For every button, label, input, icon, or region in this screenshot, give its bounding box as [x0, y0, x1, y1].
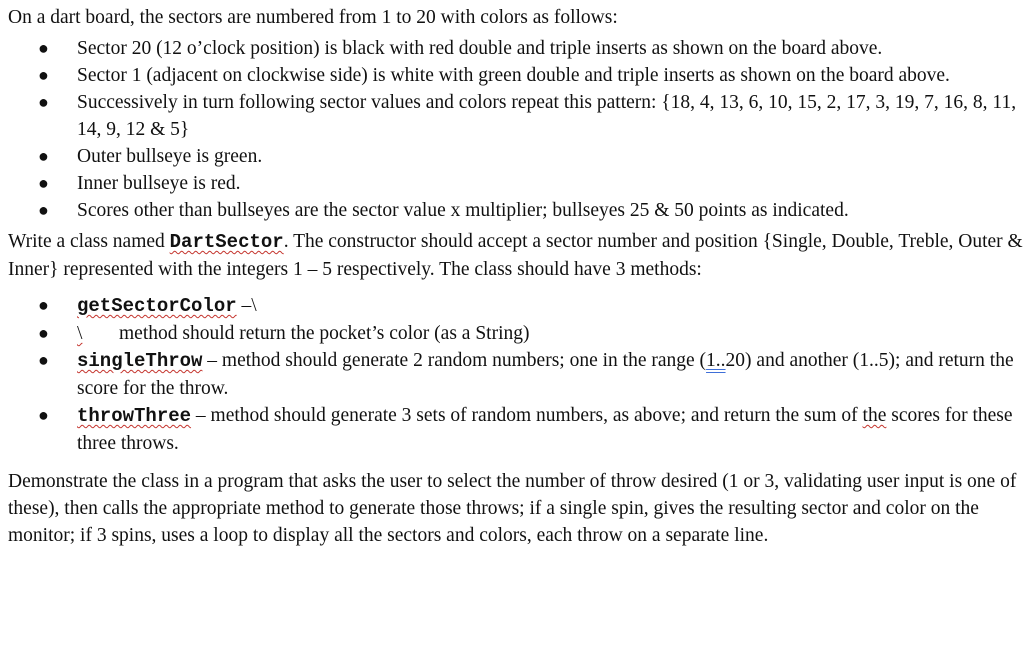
method-name-code: getSectorColor — [77, 295, 237, 317]
list-item: ● Outer bullseye is green. — [8, 143, 1024, 170]
bullet-icon: ● — [38, 200, 49, 220]
method-name-code: singleThrow — [77, 350, 203, 372]
bullet-icon: ● — [38, 146, 49, 166]
bullet-icon: ● — [38, 38, 49, 58]
rules-list — [8, 35, 1024, 224]
list-item: ● getSectorColor –\ — [8, 292, 1024, 320]
list-item: ● singleThrow – method should generate 2 random numbers; one in the range (1..20) and another (1..5); and return the score for the throw. — [8, 347, 1024, 402]
class-name-code: DartSector — [169, 231, 284, 253]
method-name-code: throwThree — [77, 405, 192, 427]
bullet-icon: ● — [38, 173, 49, 193]
bullet-icon: ● — [38, 295, 49, 315]
list-item: ● Sector 20 (12 o’clock position) is black with red double and triple inserts as shown on the board above. — [8, 35, 1024, 62]
bullet-icon: ● — [38, 323, 49, 343]
list-item: ● Inner bullseye is red. — [8, 170, 1024, 197]
bullet-icon: ● — [38, 405, 49, 425]
demo-paragraph: Demonstrate the class in a program that asks the user to select the number of throw desired (1 or 3, validating user input is one of these), then calls the appropriate method to generate those throws; if a single spin, gives the resulting sector and color on the monitor; if 3 spins, uses a loop to display all the sectors and colors, each throw on a separate line. — [8, 471, 1017, 546]
list-item: ● Scores other than bullseyes are the sector value x multiplier; bullseyes 25 & 50 points as indicated. — [8, 197, 1024, 224]
list-item: ● Successively in turn following sector values and colors repeat this pattern: {18, 4, 13, 6, 10, 15, 2, 17, 3, 19, 7, 16, 8, 11, 14, 9, 12 & 5} — [8, 89, 1024, 143]
bullet-icon: ● — [38, 65, 49, 85]
list-item: ● \ method should return the pocket’s color (as a String) — [8, 320, 1024, 347]
list-item: ● throwThree – method should generate 3 sets of random numbers, as above; and return the sum of the scores for these three throws. — [8, 402, 1024, 457]
intro-paragraph: On a dart board, the sectors are numbered from 1 to 20 with colors as follows: — [8, 7, 618, 28]
methods-list — [8, 292, 1024, 457]
class-paragraph: Write a class named DartSector. The constructor should accept a sector number and position {Single, Double, Treble, Outer & Inner} represented with the integers 1 – 5 respectively. The class should have 3 methods: — [8, 231, 1023, 280]
bullet-icon: ● — [38, 92, 49, 112]
range-text: 1.. — [706, 350, 726, 371]
bullet-icon: ● — [38, 350, 49, 370]
list-item: ● Sector 1 (adjacent on clockwise side) is white with green double and triple inserts as shown on the board above. — [8, 62, 1024, 89]
